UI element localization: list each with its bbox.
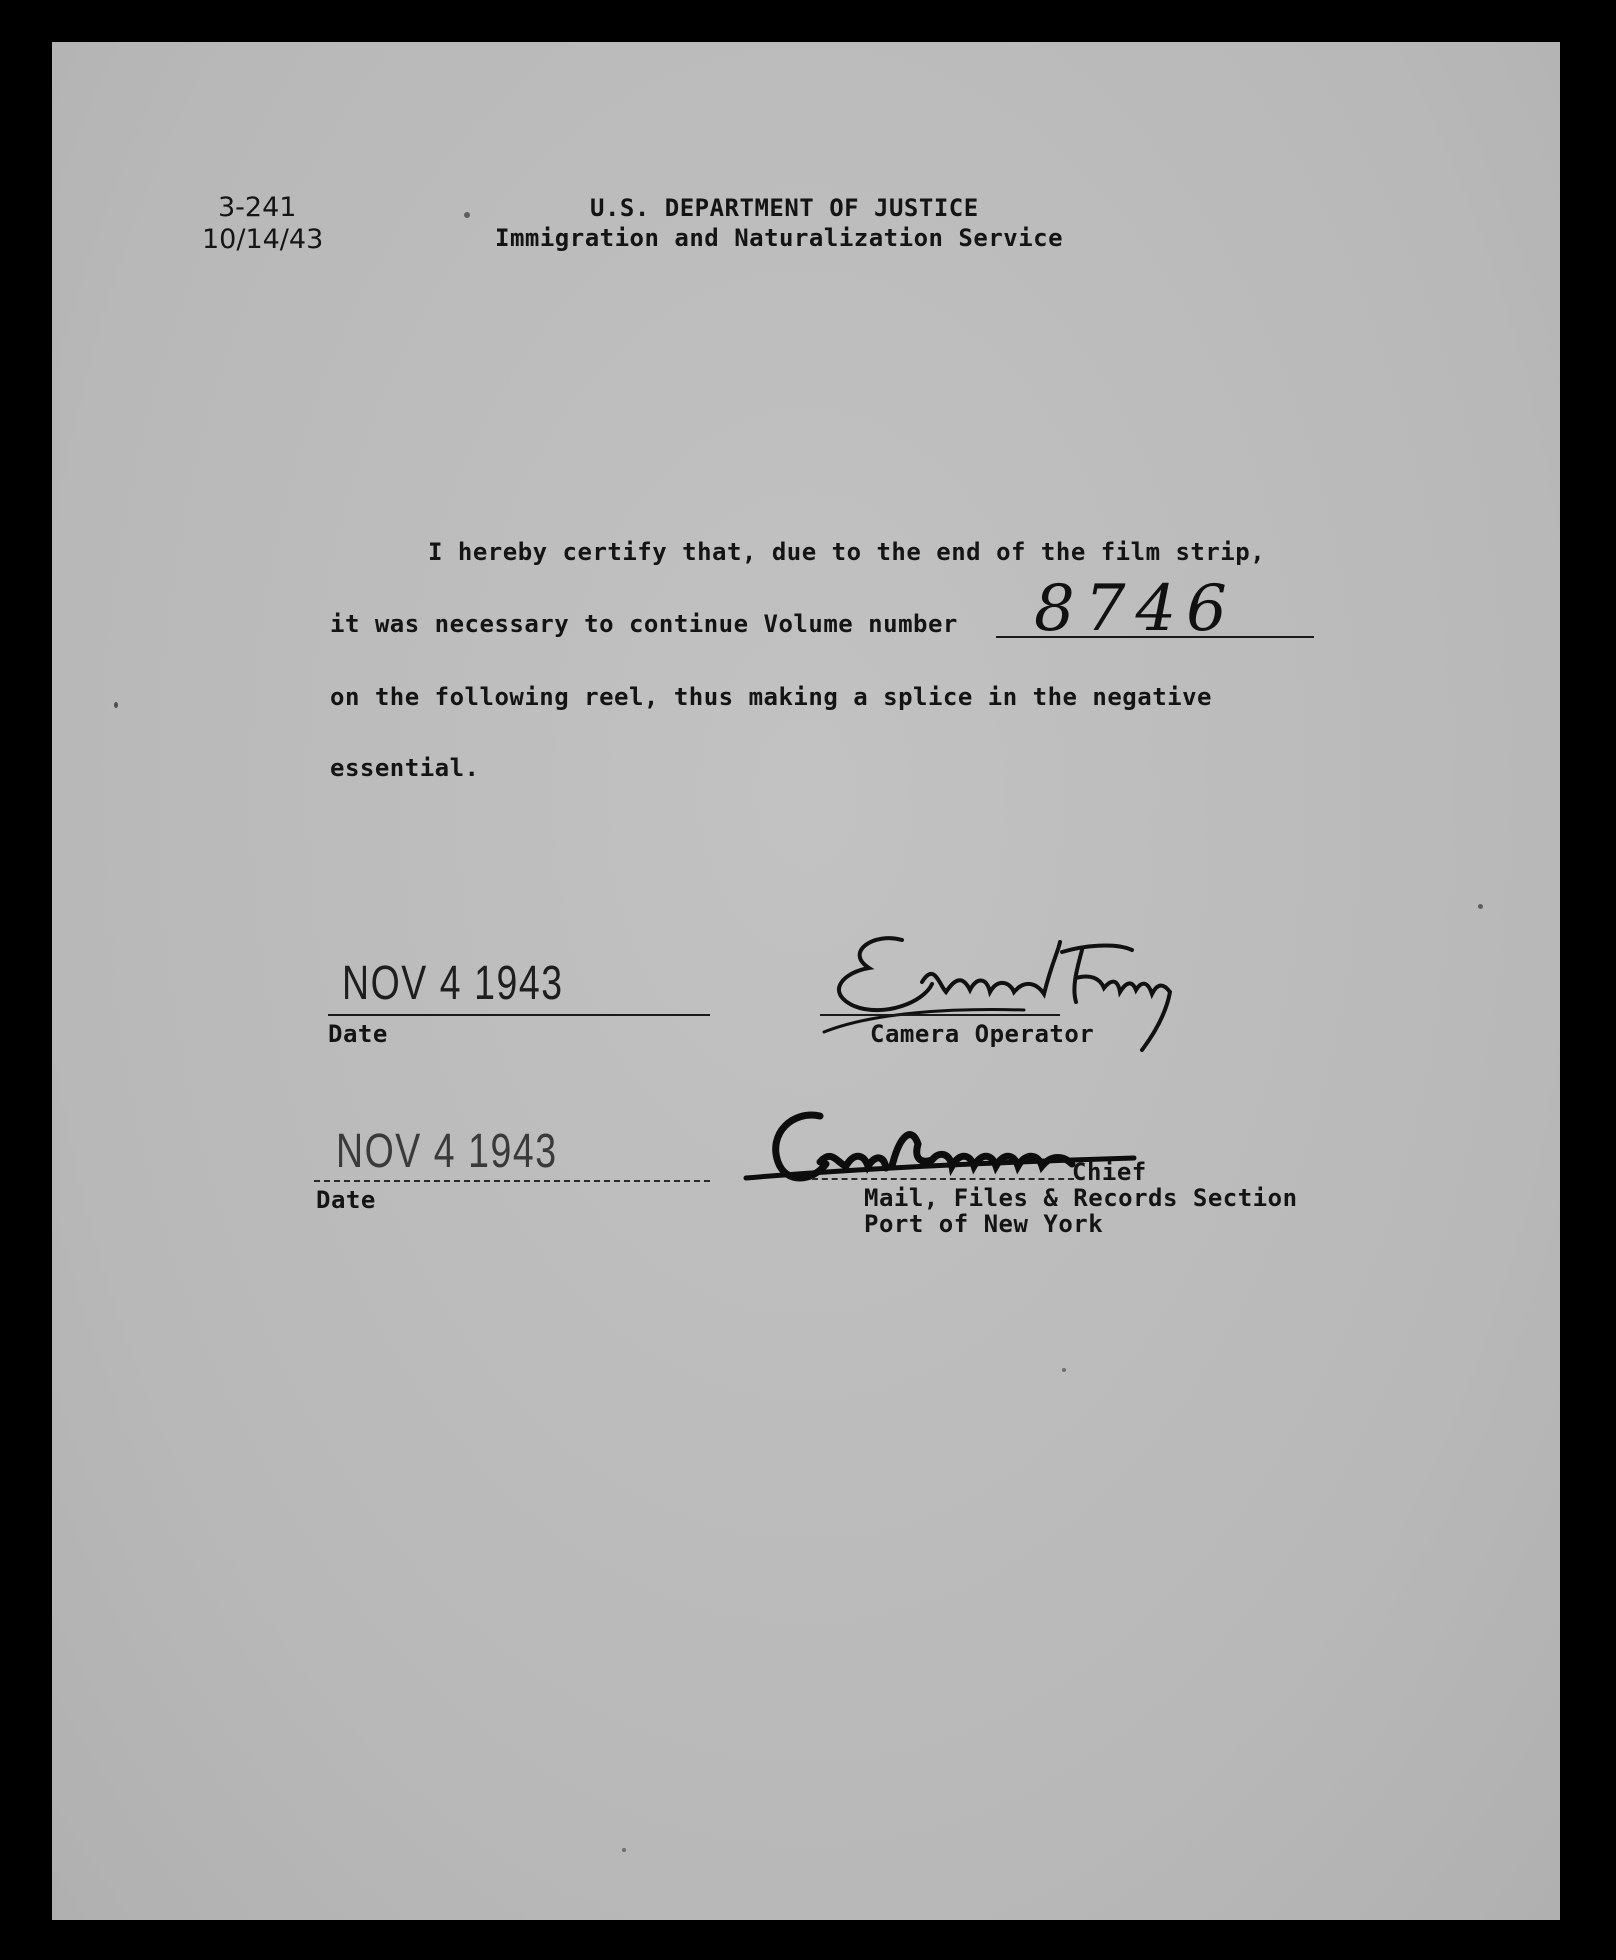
certification-line-3: on the following reel, thus making a splice in the negative [330, 683, 1213, 711]
service-heading: Immigration and Naturalization Service [495, 224, 1064, 252]
form-number: 3-241 [218, 192, 297, 223]
chief-date-label: Date [316, 1186, 376, 1214]
scan-speck [1478, 904, 1483, 909]
operator-signature-line [820, 1014, 1060, 1016]
certification-line-4: essential. [330, 754, 480, 782]
chief-title-label: Chief [1072, 1158, 1147, 1186]
camera-operator-label: Camera Operator [870, 1020, 1095, 1048]
operator-date-line [328, 1014, 710, 1016]
volume-number-handwritten: 8746 [1034, 572, 1237, 646]
certification-line-2: it was necessary to continue Volume number [330, 610, 958, 638]
chief-date-line [314, 1180, 710, 1182]
chief-date-stamp: NOV 4 1943 [336, 1125, 558, 1178]
certification-line-1: I hereby certify that, due to the end of the film strip, [428, 538, 1266, 566]
form-date: 10/14/43 [202, 224, 324, 255]
scan-speck [1062, 1368, 1066, 1372]
scan-speck [464, 212, 470, 218]
scan-speck [622, 1848, 626, 1852]
department-heading: U.S. DEPARTMENT OF JUSTICE [590, 194, 979, 222]
chief-signature-line [812, 1178, 1074, 1180]
scan-speck [114, 702, 118, 708]
camera-operator-signature [814, 922, 1194, 1072]
operator-date-label: Date [328, 1020, 388, 1048]
chief-section-label: Mail, Files & Records Section [864, 1184, 1298, 1212]
chief-port-label: Port of New York [864, 1210, 1104, 1238]
document-page [52, 42, 1560, 1920]
operator-date-stamp: NOV 4 1943 [342, 957, 564, 1010]
